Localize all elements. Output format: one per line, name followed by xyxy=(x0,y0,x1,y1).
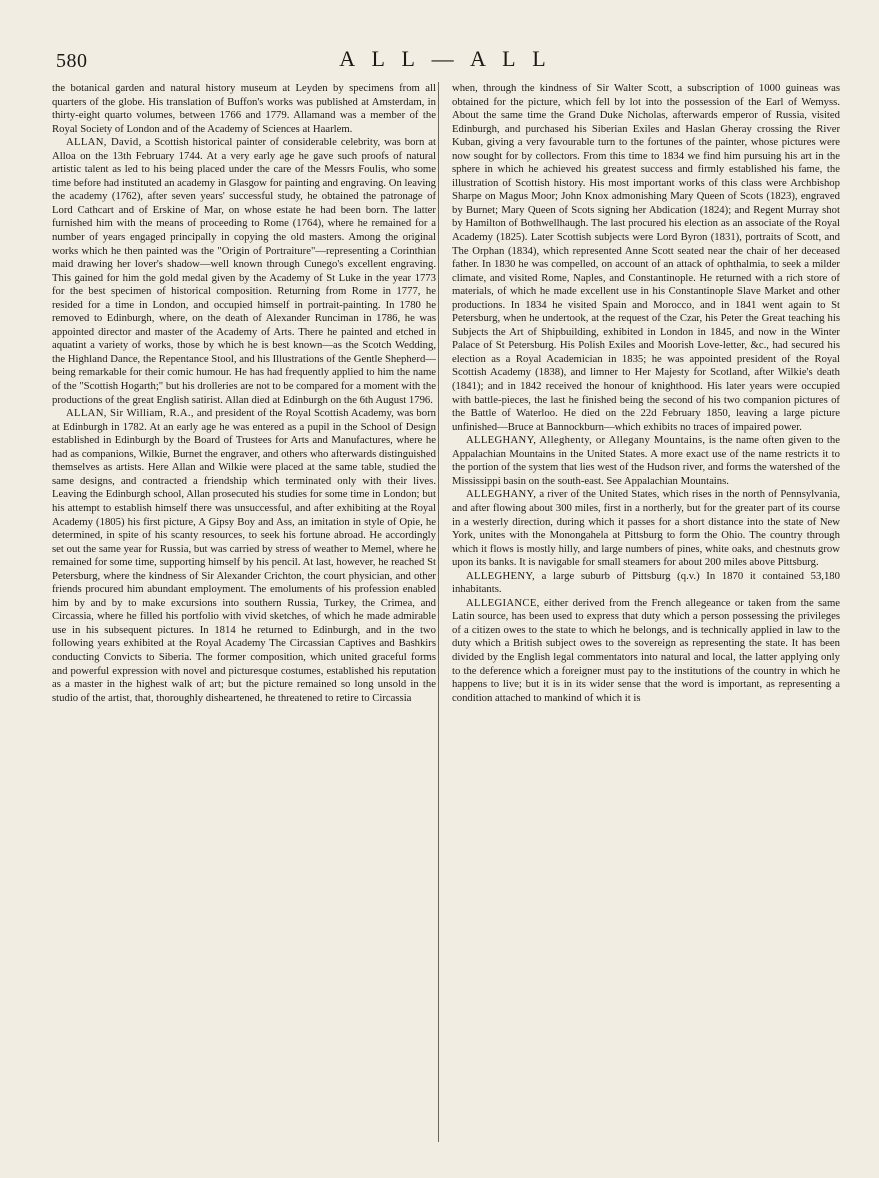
entry-text: a Scottish historical painter of considerable celebrity, was born at Alloa on the 13th February 1744. At a very early age he gave such proofs of natural artistic talent as led to his being placed under the care of the Messrs Foulis, who some time before had instituted an academy in Glasgow for painting and engraving. On leaving the academy (1762), after seven years' successful study, he obtained the patronage of Lord Cathcart and of Erskine of Mar, on whose estate he had been born. The latter furnished him with the means of proceeding to Rome (1764), where he remained for a number of years engaged principally in copying the old masters. Among the original works which he then painted was the "Origin of Portraiture"—representing a Corinthian maid drawing her lover's shadow—well known through Cunego's excellent engraving. This gained for him the gold medal given by the Academy of St Luke in the year 1773 for the best specimen of historical composition. Returning from Rome in 1777, he resided for a time in London, and occupied himself in portrait-painting. In 1780 he removed to Edinburgh, where, on the death of Alexander Runciman in 1786, he was appointed director and master of the Academy of Arts. There he painted and etched in aquatint a variety of works, those by which he is best known—as the Scotch Wedding, the Highland Dance, the Repentance Stool, and his Illustrations of the Gentle Shepherd—being remarkable for their comic humour. He has had frequently applied to him the name of the "Scottish Hogarth;" but his drolleries are not to be compared for a moment with the productions of the great English satirist. Allan died at Edinburgh on the 6th August 1796. xyxy=(52,136,437,406)
entry-text: is the name often given to the Appalachian Mountains in the United States. A more exact use of the name restricts it to the portion of the system that lies west of the Hudson river, and forms the watershed of the Mississippi basin on the south-east. See Appalachian Mountains. xyxy=(452,434,840,487)
continued-paragraph xyxy=(52,82,436,136)
entry-headword: ALLEGHANY, xyxy=(466,488,537,501)
entry-headword: ALLEGIANCE, xyxy=(466,596,540,609)
entry-headword: ALLEGHENY, xyxy=(466,569,535,582)
page-header xyxy=(52,44,839,78)
encyclopedia-entry xyxy=(52,136,436,407)
continued-paragraph xyxy=(452,82,840,434)
entry-text: when, through the kindness of Sir Walter Scott, a subscription of 1000 guineas was obtained for the picture, which fell by lot into the possession of the Earl of Wemyss. About the same time the Grand Duke Nicholas, afterwards emperor of Russia, visited Edinburgh, and purchased his Siberian Exiles and Haslan Gheray crossing the River Kuban, giving a very favourable turn to the fortunes of the painter, whose pictures were now sought for by collectors. From this time to 1834 we find him pursuing his art in the sphere in which he achieved his greatest success and firmly established his fame, the illustration of Scottish history. His most important works of this class were Archbishop Sharpe on Magus Moor; John Knox admonishing Mary Queen of Scots (1823), engraved by Burnet; Mary Queen of Scots signing her Abdication (1824); and Regent Murray shot by Hamilton of Bothwellhaugh. The last procured his election as an associate of the Royal Academy (1825). Later Scottish subjects were Lord Byron (1831), portraits of Scott, and The Orphan (1834), which represented Anne Scott seated near the chair of her deceased father. In 1830 he was compelled, on account of an attack of ophthalmia, to seek a milder climate, and visited Rome, Naples, and Constantinople. He returned with a rich store of materials, of which he made excellent use in his Constantinople Slave Market and other productions. In 1834 he visited Spain and Morocco, and in 1841 went again to St Petersburg, when he undertook, at the request of the Czar, his Peter the Great teaching his Subjects the Art of Shipbuilding, exhibited in London in 1845, and now in the Winter Palace of St Petersburg. His Polish Exiles and Moorish Love-letter, &c., had secured his election as a Royal Academician in 1835; he was appointed president of the Royal Scottish Academy (1838), and limner to Her Majesty for Scotland, after Wilkie's death (1841); and in 1842 received the honour of knighthood. His later years were occupied with battle-pieces, the last he finished being the second of his two companion pictures of the Battle of Waterloo. He died on the 22d February 1850, leaving a large picture unfinished—Bruce at Bannockburn—which exhibits no traces of impaired power. xyxy=(452,82,840,433)
encyclopedia-entry xyxy=(452,597,840,705)
running-head: A L L — A L L xyxy=(339,46,552,71)
entry-headword: ALLAN, Sir William, R.A., xyxy=(66,407,194,420)
encyclopedia-entry xyxy=(452,434,840,488)
encyclopedia-entry xyxy=(452,570,840,597)
page-number: 580 xyxy=(56,50,88,72)
entry-text: a large suburb of Pittsburg (q.v.) In 1870 it contained 53,180 inhabitants. xyxy=(452,569,840,596)
entry-text: either derived from the French allegeance or taken from the same Latin source, has been used to express that duty which a person possessing the privileges of a citizen owes to the state to which he belongs, and is technically applied in law to the duty which a British subject owes to the sovereign as representing the state. It has been divided by the English legal commentators into natural and local, the latter applying only to the deference which a foreigner must pay to the institutions of the country in which he happens to live; but it is in its wider sense that the word is important, as representing a condition attached to mankind of which it is xyxy=(452,596,840,704)
encyclopedia-entry xyxy=(52,407,436,705)
entry-headword: ALLEGHANY, Alleghenty, or Allegany Mountains, xyxy=(466,434,706,447)
column-divider xyxy=(438,82,439,1142)
entry-text: a river of the United States, which rises in the north of Pennsylvania, and after flowing about 300 miles, first in a northerly, but for the greater part of its course in a westerly direction, during which it passes for a short distance into the state of New York, unites with the Monongahela at Pittsburg to form the Ohio. The country through which it flows is mostly hilly, and large numbers of pines, white oaks, and chestnuts grow upon its banks. It is navigable for small steamers for about 200 miles above Pittsburg. xyxy=(452,488,840,569)
entry-text: the botanical garden and natural history museum at Leyden by specimens from all quarters of the globe. His translation of Buffon's works was published at Amsterdam, in thirty-eight quarto volumes, between 1766 and 1779. Allamand was a member of the Royal Society of London and of the Academy of Sciences at Haarlem. xyxy=(52,82,436,135)
right-column xyxy=(452,82,840,705)
entry-text: and president of the Royal Scottish Academy, was born at Edinburgh in 1782. At an early age he was entered as a pupil in the School of Design established in Edinburgh by the Board of Trustees for Arts and Manufactures, where he had as companions, Wilkie, Burnet the engraver, and others who afterwards distinguished themselves as artists. Here Allan and Wilkie were placed at the same table, studied the same designs, and contracted a friendship which terminated only with their lives. Leaving the Edinburgh school, Allan prosecuted his studies for some time in London; but his attempt to establish himself there was unsuccessful, and after exhibiting at the Royal Academy (1805) his first picture, A Gipsy Boy and Ass, an imitation in style of Opie, he determined, in spite of his scanty resources, to seek his fortune abroad. He accordingly set out the same year for Russia, but was carried by stress of weather to Memel, where he remained for some time, supporting himself by his pencil. At last, however, he reached St Petersburg, where the kindness of Sir Alexander Crichton, the court physician, and other friends procured him abundant employment. The emoluments of his profession enabled him by and by to make excursions into southern Russia, Turkey, the Crimea, and Circassia, where he filled his portfolio with vivid sketches, of which he made admirable use in his subsequent pictures. In 1814 he returned to Edinburgh, and in the two following years exhibited at the Royal Academy The Circassian Captives and Bashkirs conducting Convicts to Siberia. The former composition, which united graceful forms and powerful expression with novel and picturesque costumes, established his reputation as a master in the highest walk of art; but the picture remained so long unsold in the studio of the artist, that, thoroughly disheartened, he threatened to retire to Circassia xyxy=(52,407,436,704)
left-column xyxy=(52,82,436,705)
entry-headword: ALLAN, David, xyxy=(66,136,142,149)
encyclopedia-entry xyxy=(452,488,840,569)
